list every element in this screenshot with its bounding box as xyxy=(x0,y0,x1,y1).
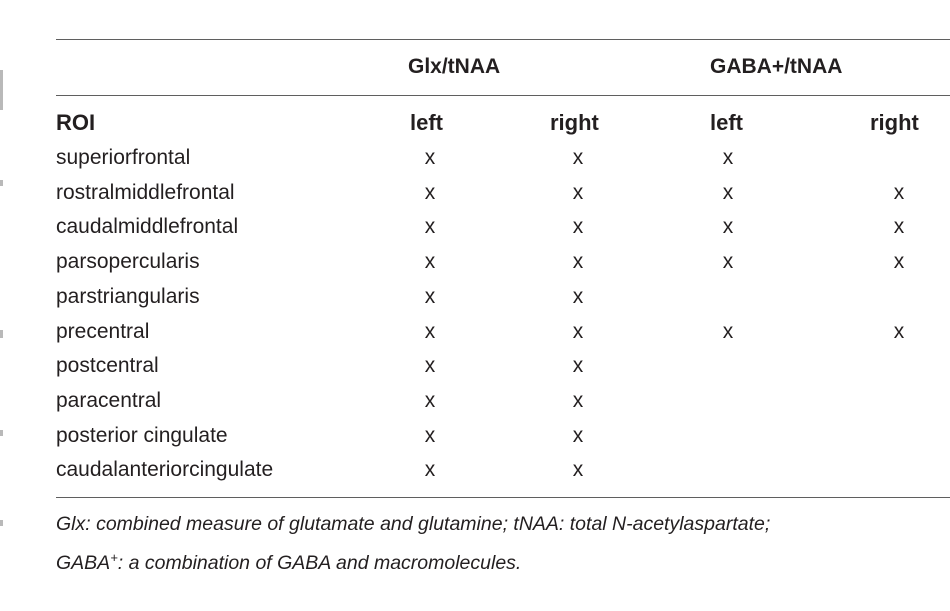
inclusion-mark: x xyxy=(424,215,436,239)
inclusion-mark: x xyxy=(572,250,584,274)
inclusion-mark: x xyxy=(722,250,734,274)
column-header-gaba-right: right xyxy=(870,110,919,135)
inclusion-mark: x xyxy=(572,423,584,447)
roi-name: postcentral xyxy=(56,354,159,378)
footnote-gaba-text: GABA xyxy=(56,552,111,574)
table-row xyxy=(56,350,950,384)
inclusion-mark: x xyxy=(572,180,584,204)
table-row xyxy=(56,316,950,350)
table-footnote xyxy=(56,508,950,580)
table-row xyxy=(56,246,950,280)
inclusion-mark: x xyxy=(424,458,436,482)
page-edge-marks xyxy=(0,0,4,611)
footnote-gaba-definition: : a combination of GABA and macromolecules. xyxy=(117,552,522,574)
roi-name: parstriangularis xyxy=(56,284,200,308)
footnote-line-1: Glx: combined measure of glutamate and glutamine; tNAA: total N-acetylaspartate; xyxy=(56,513,771,535)
table-row xyxy=(56,211,950,245)
table-top-rule xyxy=(56,39,950,40)
column-header-glx-right: right xyxy=(550,110,599,135)
table-row xyxy=(56,142,950,176)
inclusion-mark: x xyxy=(893,250,905,274)
inclusion-mark: x xyxy=(572,388,584,412)
table-header-rule xyxy=(56,95,950,96)
table-row xyxy=(56,420,950,454)
roi-name: parsopercularis xyxy=(56,250,200,274)
inclusion-mark: x xyxy=(722,146,734,169)
roi-name: caudalanteriorcingulate xyxy=(56,458,274,482)
column-header-gaba-left: left xyxy=(710,110,743,135)
roi-name: rostralmiddlefrontal xyxy=(56,180,235,204)
inclusion-mark: x xyxy=(722,215,734,239)
table-bottom-rule xyxy=(56,497,950,498)
inclusion-mark: x xyxy=(424,284,436,308)
inclusion-mark: x xyxy=(722,180,734,204)
inclusion-mark: x xyxy=(572,458,584,482)
table-row xyxy=(56,281,950,315)
inclusion-mark: x xyxy=(722,319,734,343)
roi-name: superiorfrontal xyxy=(56,146,191,169)
inclusion-mark: x xyxy=(424,354,436,378)
footnote-line-2 xyxy=(56,541,950,580)
inclusion-mark: x xyxy=(572,215,584,239)
column-header-roi: ROI xyxy=(56,110,96,135)
table-row xyxy=(56,177,950,211)
inclusion-mark: x xyxy=(424,146,436,169)
group-header-gaba-tnaa: GABA+/tNAA xyxy=(710,55,843,78)
inclusion-mark: x xyxy=(424,388,436,412)
inclusion-mark: x xyxy=(572,354,584,378)
inclusion-mark: x xyxy=(424,319,436,343)
inclusion-mark: x xyxy=(893,215,905,239)
inclusion-mark: x xyxy=(424,180,436,204)
group-header-glx-tnaa: Glx/tNAA xyxy=(408,55,501,78)
column-header-glx-left: left xyxy=(410,110,443,135)
inclusion-mark: x xyxy=(893,180,905,204)
roi-name: precentral xyxy=(56,319,150,343)
inclusion-mark: x xyxy=(572,284,584,308)
inclusion-mark: x xyxy=(424,250,436,274)
table-row xyxy=(56,385,950,419)
inclusion-mark: x xyxy=(893,319,905,343)
inclusion-mark: x xyxy=(572,146,584,169)
table-row xyxy=(56,454,950,488)
inclusion-mark: x xyxy=(424,423,436,447)
inclusion-mark: x xyxy=(572,319,584,343)
roi-name: caudalmiddlefrontal xyxy=(56,215,239,239)
roi-name: paracentral xyxy=(56,388,162,412)
roi-name: posterior cingulate xyxy=(56,423,228,447)
footnote-superscript: + xyxy=(110,550,118,565)
